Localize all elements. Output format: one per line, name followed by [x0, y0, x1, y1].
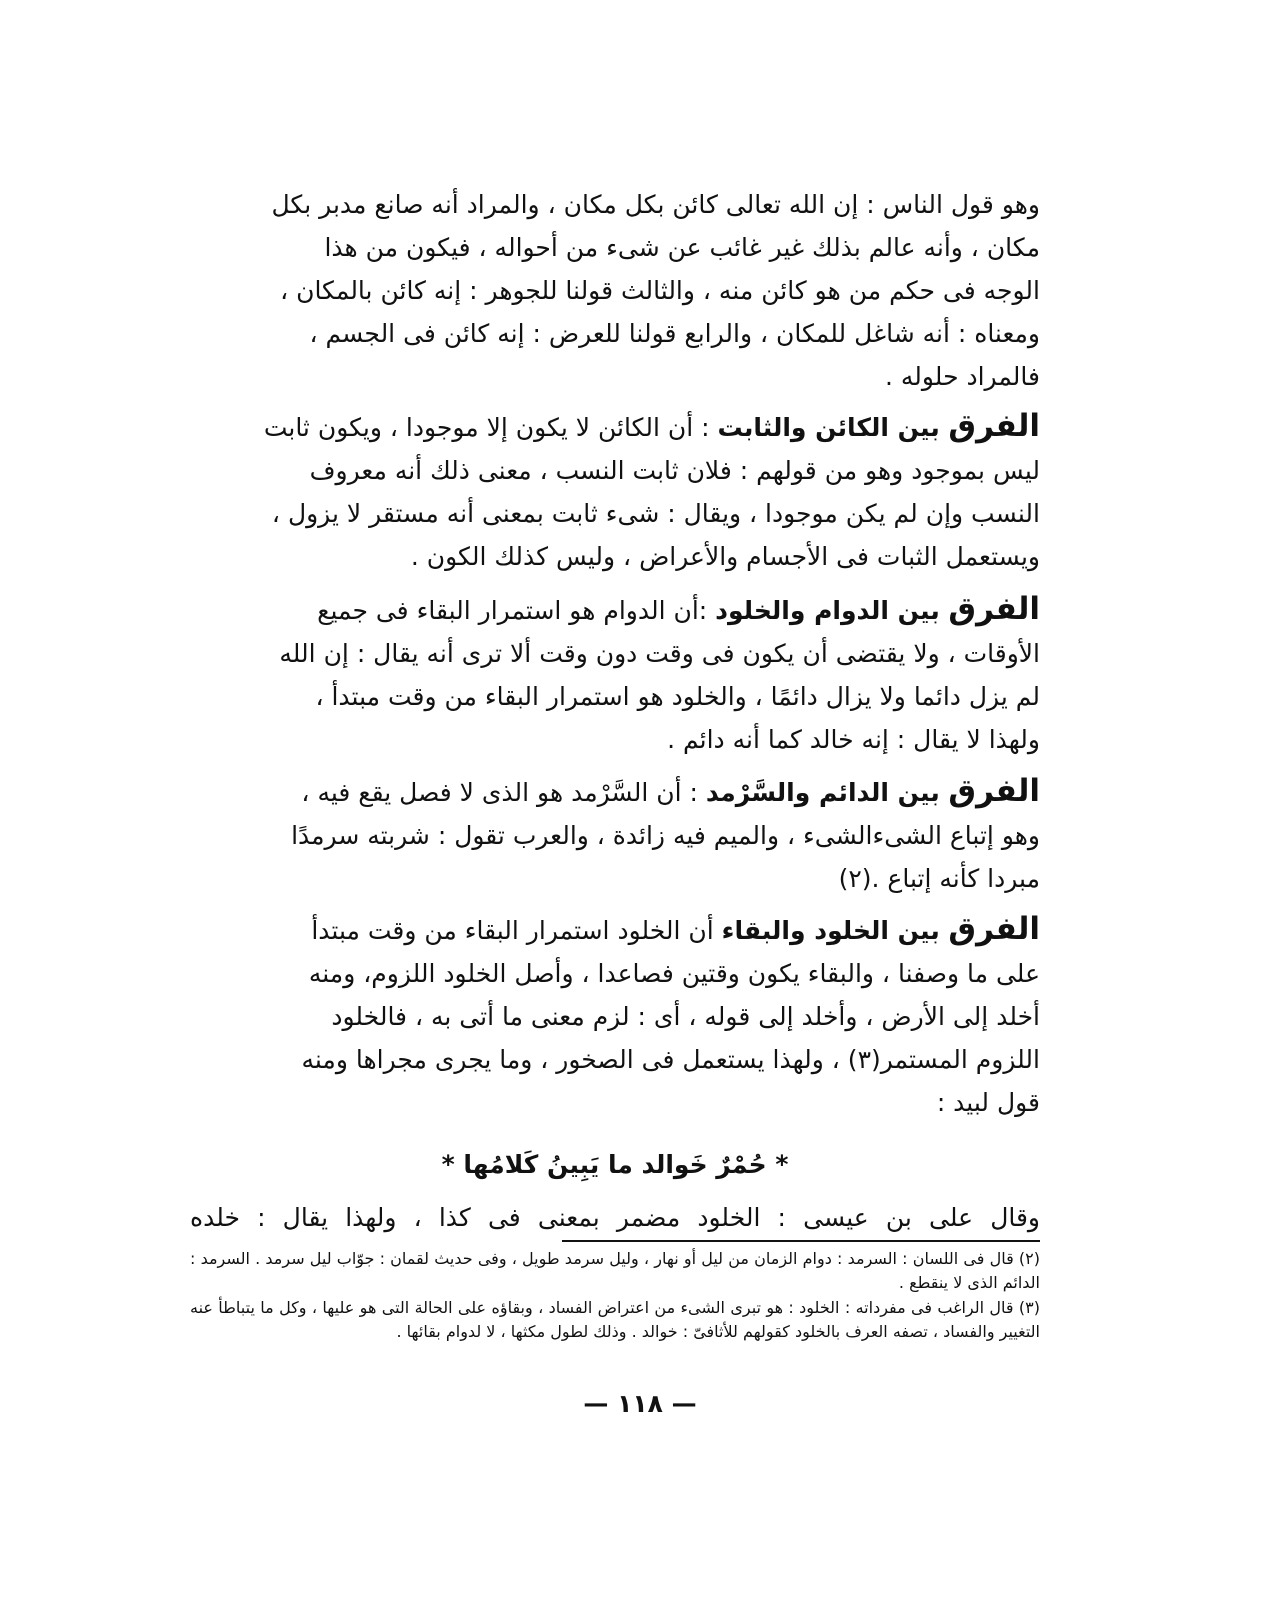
section-daim-sarmad [190, 770, 1040, 900]
section-line: وهو إتباع الشىءالشىء ، والميم فيه زائدة ، والعرب تقول : شربته سرمدًا [291, 821, 1040, 850]
section-first-line-text: أن الخلود استمرار البقاء من وقت مبتدأ [311, 916, 722, 945]
page-number: — ١١٨ — [583, 1389, 697, 1418]
section-first-line [190, 908, 1040, 952]
section-heading-word: الفرق [948, 911, 1040, 947]
section-heading-word: الفرق [948, 773, 1040, 809]
section-first-line [190, 588, 1040, 632]
footnote-divider [562, 1240, 1040, 1242]
intro-line: فالمراد حلوله . [884, 362, 1040, 391]
section-line: على ما وصفنا ، والبقاء يكون وقتين فصاعدا ، وأصل الخلود اللزوم، ومنه [308, 959, 1040, 988]
intro-line: وهو قول الناس : إن الله تعالى كائن بكل مكان ، والمراد أنه صانع مدبر بكل [271, 190, 1040, 219]
poetry-verse: * حُمْرٌ خَوالد ما يَبِينُ كَلامُها * [441, 1150, 789, 1179]
intro-line: مكان ، وأنه عالم بذلك غير غائب عن شىء من أحواله ، فيكون من هذا [324, 233, 1040, 262]
footnote-3: (٣) قال الراغب فى مفرداته : الخلود : هو تبرى الشىء من اعتراض الفساد ، وبقاؤه على الحالة التى هو عليها ، وكل ما يتباطأ عنه التغيير والفساد ، تصفه العرف بالخلود كقولهم للأثافىّ : خوالد . وذلك لطول مكثها ، لا لدوام بقائها . [190, 1298, 1040, 1341]
section-first-line [190, 405, 1040, 449]
footnotes [190, 1247, 1040, 1345]
section-dawam-khulud [190, 588, 1040, 761]
section-khulud-baqa [190, 908, 1040, 1124]
section-heading-word: الفرق [948, 408, 1040, 444]
section-kain-thabit [190, 405, 1040, 578]
section-line: النسب وإن لم يكن موجودا ، ويقال : شىء ثابت بمعنى أنه مستقر لا يزول ، [271, 499, 1040, 528]
section-line: لم يزل دائما ولا يزال دائمًا ، والخلود هو استمرار البقاء من وقت مبتدأ ، [315, 682, 1040, 711]
section-heading-title: بين الدوام والخلود [715, 596, 949, 625]
section-heading-title: بين الخلود والبقاء [721, 916, 949, 945]
section-line: ولهذا لا يقال : إنه خالد كما أنه دائم . [667, 725, 1040, 754]
closing-line: وقال على بن عيسى : الخلود مضمر بمعنى فى كذا ، ولهذا يقال : خلده [190, 1203, 1040, 1232]
section-first-line [190, 770, 1040, 814]
section-line: قول لبيد : [936, 1088, 1040, 1117]
section-first-line-text: :أن الدوام هو استمرار البقاء فى جميع [317, 596, 716, 625]
section-first-line-text: : أن السَّرْمد هو الذى لا فصل يقع فيه ، [301, 778, 706, 807]
section-line: اللزوم المستمر(٣) ، ولهذا يستعمل فى الصخور ، وما يجرى مجراها ومنه [301, 1045, 1040, 1074]
section-line: الأوقات ، ولا يقتضى أن يكون فى وقت دون وقت ألا ترى أنه يقال : إن الله [279, 639, 1040, 668]
footnote-2: (٢) قال فى اللسان : السرمد : دوام الزمان من ليل أو نهار ، وليل سرمد طويل ، وفى حديث لقمان : جوّاب ليل سرمد . السرمد : الدائم الذى لا ينقطع . [190, 1249, 1040, 1292]
section-heading-title: بين الدائم والسَّرْمد [705, 778, 949, 807]
section-heading-title: بين الكائن والثابت [717, 413, 949, 442]
section-heading-word: الفرق [948, 591, 1040, 627]
intro-paragraph [190, 183, 1040, 398]
section-line: ويستعمل الثبات فى الأجسام والأعراض ، وليس كذلك الكون . [410, 542, 1040, 571]
section-line: أخلد إلى الأرض ، وأخلد إلى قوله ، أى : لزم معنى ما أتى به ، فالخلود [331, 1002, 1040, 1031]
section-first-line-text: : أن الكائن لا يكون إلا موجودا ، ويكون ثابت [263, 413, 718, 442]
section-line: ليس بموجود وهو من قولهم : فلان ثابت النسب ، معنى ذلك أنه معروف [309, 456, 1040, 485]
section-line: مبردا كأنه إتباع .(٢) [838, 864, 1040, 893]
intro-line: الوجه فى حكم من هو كائن منه ، والثالث قولنا للجوهر : إنه كائن بالمكان ، [280, 276, 1040, 305]
intro-line: ومعناه : أنه شاغل للمكان ، والرابع قولنا للعرض : إنه كائن فى الجسم ، [309, 319, 1040, 348]
